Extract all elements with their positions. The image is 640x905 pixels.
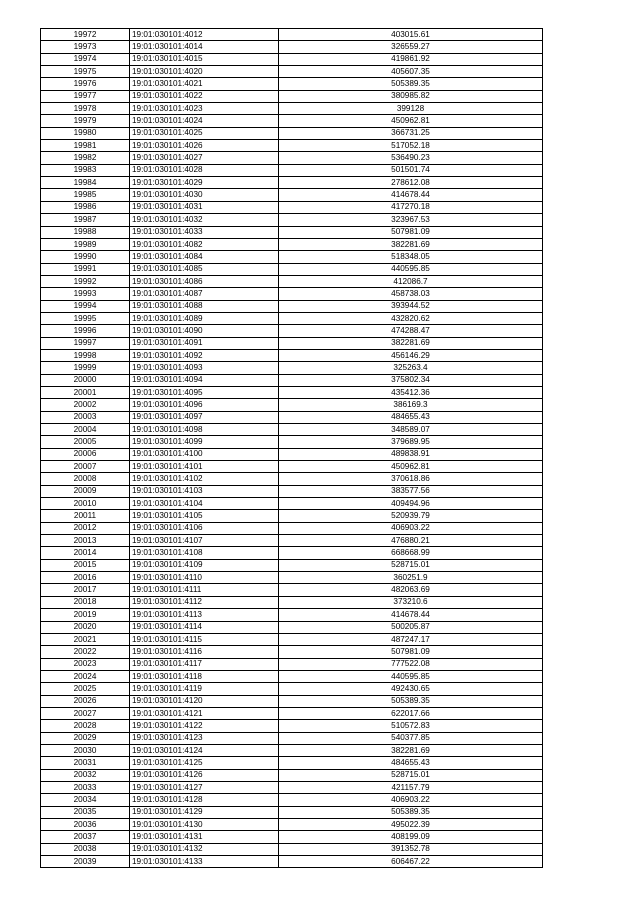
cadastral-number-cell: 19:01:030101:4101 xyxy=(130,461,279,473)
table-body xyxy=(41,29,543,868)
value-cell: 406903.22 xyxy=(279,794,543,806)
value-cell: 403015.61 xyxy=(279,29,543,41)
table-row xyxy=(41,164,543,176)
cadastral-number-cell: 19:01:030101:4114 xyxy=(130,621,279,633)
value-cell: 278612.08 xyxy=(279,177,543,189)
table-row xyxy=(41,189,543,201)
value-cell: 360251.9 xyxy=(279,572,543,584)
cadastral-number-cell: 19:01:030101:4088 xyxy=(130,300,279,312)
row-number-cell: 20005 xyxy=(41,436,130,448)
cadastral-number-cell: 19:01:030101:4025 xyxy=(130,127,279,139)
cadastral-number-cell: 19:01:030101:4032 xyxy=(130,214,279,226)
cadastral-number-cell: 19:01:030101:4087 xyxy=(130,288,279,300)
cadastral-number-cell: 19:01:030101:4125 xyxy=(130,757,279,769)
table-row xyxy=(41,275,543,287)
table-row xyxy=(41,744,543,756)
table-row xyxy=(41,386,543,398)
table-row xyxy=(41,720,543,732)
table-row xyxy=(41,251,543,263)
cadastral-number-cell: 19:01:030101:4105 xyxy=(130,510,279,522)
cadastral-number-cell: 19:01:030101:4091 xyxy=(130,337,279,349)
cadastral-number-cell: 19:01:030101:4033 xyxy=(130,226,279,238)
value-cell: 528715.01 xyxy=(279,559,543,571)
value-cell: 606467.22 xyxy=(279,856,543,868)
table-row xyxy=(41,399,543,411)
cadastral-number-cell: 19:01:030101:4124 xyxy=(130,744,279,756)
table-row xyxy=(41,90,543,102)
row-number-cell: 19992 xyxy=(41,275,130,287)
row-number-cell: 20033 xyxy=(41,781,130,793)
cadastral-number-cell: 19:01:030101:4028 xyxy=(130,164,279,176)
row-number-cell: 20037 xyxy=(41,831,130,843)
value-cell: 393944.52 xyxy=(279,300,543,312)
table-row xyxy=(41,473,543,485)
row-number-cell: 19998 xyxy=(41,349,130,361)
table-row xyxy=(41,621,543,633)
value-cell: 777522.08 xyxy=(279,658,543,670)
row-number-cell: 19997 xyxy=(41,337,130,349)
cadastral-number-cell: 19:01:030101:4104 xyxy=(130,498,279,510)
table-row xyxy=(41,522,543,534)
row-number-cell: 20018 xyxy=(41,596,130,608)
value-cell: 484655.43 xyxy=(279,757,543,769)
cadastral-number-cell: 19:01:030101:4123 xyxy=(130,732,279,744)
row-number-cell: 20038 xyxy=(41,843,130,855)
table-row xyxy=(41,856,543,868)
row-number-cell: 19975 xyxy=(41,66,130,78)
table-row xyxy=(41,177,543,189)
table-row xyxy=(41,769,543,781)
cadastral-number-cell: 19:01:030101:4102 xyxy=(130,473,279,485)
row-number-cell: 20028 xyxy=(41,720,130,732)
cadastral-number-cell: 19:01:030101:4021 xyxy=(130,78,279,90)
cadastral-number-cell: 19:01:030101:4128 xyxy=(130,794,279,806)
row-number-cell: 20026 xyxy=(41,695,130,707)
table-row xyxy=(41,485,543,497)
row-number-cell: 20025 xyxy=(41,683,130,695)
cadastral-number-cell: 19:01:030101:4122 xyxy=(130,720,279,732)
value-cell: 325263.4 xyxy=(279,362,543,374)
row-number-cell: 19989 xyxy=(41,238,130,250)
row-number-cell: 20022 xyxy=(41,646,130,658)
value-cell: 348589.07 xyxy=(279,424,543,436)
cadastral-number-cell: 19:01:030101:4100 xyxy=(130,448,279,460)
cadastral-number-cell: 19:01:030101:4103 xyxy=(130,485,279,497)
value-cell: 370618.86 xyxy=(279,473,543,485)
row-number-cell: 20017 xyxy=(41,584,130,596)
cadastral-number-cell: 19:01:030101:4098 xyxy=(130,424,279,436)
cadastral-number-cell: 19:01:030101:4085 xyxy=(130,263,279,275)
value-cell: 432820.62 xyxy=(279,312,543,324)
row-number-cell: 20035 xyxy=(41,806,130,818)
value-cell: 326559.27 xyxy=(279,41,543,53)
cadastral-number-cell: 19:01:030101:4109 xyxy=(130,559,279,571)
table-row xyxy=(41,226,543,238)
cadastral-number-cell: 19:01:030101:4012 xyxy=(130,29,279,41)
row-number-cell: 19999 xyxy=(41,362,130,374)
value-cell: 622017.66 xyxy=(279,707,543,719)
table-row xyxy=(41,263,543,275)
value-cell: 450962.81 xyxy=(279,461,543,473)
cadastral-number-cell: 19:01:030101:4133 xyxy=(130,856,279,868)
value-cell: 540377.85 xyxy=(279,732,543,744)
cadastral-number-cell: 19:01:030101:4084 xyxy=(130,251,279,263)
cadastral-number-cell: 19:01:030101:4111 xyxy=(130,584,279,596)
cadastral-number-cell: 19:01:030101:4090 xyxy=(130,325,279,337)
table-row xyxy=(41,201,543,213)
table-row xyxy=(41,498,543,510)
table-row xyxy=(41,596,543,608)
row-number-cell: 20039 xyxy=(41,856,130,868)
cadastral-number-cell: 19:01:030101:4113 xyxy=(130,609,279,621)
table-row xyxy=(41,115,543,127)
cadastral-number-cell: 19:01:030101:4094 xyxy=(130,374,279,386)
table-row xyxy=(41,658,543,670)
cadastral-number-cell: 19:01:030101:4118 xyxy=(130,670,279,682)
value-cell: 323967.53 xyxy=(279,214,543,226)
cadastral-number-cell: 19:01:030101:4132 xyxy=(130,843,279,855)
table-row xyxy=(41,349,543,361)
cadastral-number-cell: 19:01:030101:4027 xyxy=(130,152,279,164)
cadastral-number-cell: 19:01:030101:4023 xyxy=(130,103,279,115)
value-cell: 414678.44 xyxy=(279,609,543,621)
cadastral-number-cell: 19:01:030101:4119 xyxy=(130,683,279,695)
value-cell: 382281.69 xyxy=(279,744,543,756)
value-cell: 380985.82 xyxy=(279,90,543,102)
cadastral-number-cell: 19:01:030101:4112 xyxy=(130,596,279,608)
value-cell: 507981.09 xyxy=(279,646,543,658)
row-number-cell: 19978 xyxy=(41,103,130,115)
value-cell: 505389.35 xyxy=(279,695,543,707)
table-row xyxy=(41,140,543,152)
cadastral-number-cell: 19:01:030101:4095 xyxy=(130,386,279,398)
cadastral-number-cell: 19:01:030101:4086 xyxy=(130,275,279,287)
table-row xyxy=(41,337,543,349)
table-row xyxy=(41,411,543,423)
table-row xyxy=(41,78,543,90)
table-row xyxy=(41,559,543,571)
row-number-cell: 19985 xyxy=(41,189,130,201)
value-cell: 379689.95 xyxy=(279,436,543,448)
table-row xyxy=(41,66,543,78)
row-number-cell: 20011 xyxy=(41,510,130,522)
cadastral-number-cell: 19:01:030101:4116 xyxy=(130,646,279,658)
row-number-cell: 19990 xyxy=(41,251,130,263)
table-row xyxy=(41,300,543,312)
row-number-cell: 19980 xyxy=(41,127,130,139)
cadastral-number-cell: 19:01:030101:4099 xyxy=(130,436,279,448)
row-number-cell: 20002 xyxy=(41,399,130,411)
row-number-cell: 19995 xyxy=(41,312,130,324)
row-number-cell: 20015 xyxy=(41,559,130,571)
table-row xyxy=(41,547,543,559)
cadastral-number-cell: 19:01:030101:4020 xyxy=(130,66,279,78)
table-row xyxy=(41,362,543,374)
row-number-cell: 19979 xyxy=(41,115,130,127)
value-cell: 382281.69 xyxy=(279,238,543,250)
row-number-cell: 20010 xyxy=(41,498,130,510)
cadastral-number-cell: 19:01:030101:4127 xyxy=(130,781,279,793)
table-row xyxy=(41,707,543,719)
table-row xyxy=(41,436,543,448)
value-cell: 487247.17 xyxy=(279,633,543,645)
value-cell: 421157.79 xyxy=(279,781,543,793)
value-cell: 518348.05 xyxy=(279,251,543,263)
cadastral-number-cell: 19:01:030101:4126 xyxy=(130,769,279,781)
row-number-cell: 20032 xyxy=(41,769,130,781)
value-cell: 482063.69 xyxy=(279,584,543,596)
cadastral-number-cell: 19:01:030101:4121 xyxy=(130,707,279,719)
row-number-cell: 20030 xyxy=(41,744,130,756)
row-number-cell: 20029 xyxy=(41,732,130,744)
cadastral-number-cell: 19:01:030101:4107 xyxy=(130,535,279,547)
value-cell: 375802.34 xyxy=(279,374,543,386)
table-row xyxy=(41,29,543,41)
value-cell: 458738.03 xyxy=(279,288,543,300)
row-number-cell: 20007 xyxy=(41,461,130,473)
row-number-cell: 20001 xyxy=(41,386,130,398)
row-number-cell: 19986 xyxy=(41,201,130,213)
value-cell: 406903.22 xyxy=(279,522,543,534)
table-row xyxy=(41,448,543,460)
row-number-cell: 20006 xyxy=(41,448,130,460)
cadastral-number-cell: 19:01:030101:4130 xyxy=(130,819,279,831)
value-cell: 435412.36 xyxy=(279,386,543,398)
value-cell: 412086.7 xyxy=(279,275,543,287)
value-cell: 510572.83 xyxy=(279,720,543,732)
value-cell: 386169.3 xyxy=(279,399,543,411)
cadastral-number-cell: 19:01:030101:4106 xyxy=(130,522,279,534)
value-cell: 414678.44 xyxy=(279,189,543,201)
row-number-cell: 19972 xyxy=(41,29,130,41)
table-row xyxy=(41,53,543,65)
row-number-cell: 19974 xyxy=(41,53,130,65)
value-cell: 409494.96 xyxy=(279,498,543,510)
cadastral-number-cell: 19:01:030101:4129 xyxy=(130,806,279,818)
value-cell: 456146.29 xyxy=(279,349,543,361)
table-row xyxy=(41,757,543,769)
row-number-cell: 19993 xyxy=(41,288,130,300)
table-row xyxy=(41,238,543,250)
cadastral-number-cell: 19:01:030101:4096 xyxy=(130,399,279,411)
row-number-cell: 20008 xyxy=(41,473,130,485)
table-row xyxy=(41,374,543,386)
cadastral-number-cell: 19:01:030101:4110 xyxy=(130,572,279,584)
value-cell: 505389.35 xyxy=(279,806,543,818)
cadastral-number-cell: 19:01:030101:4115 xyxy=(130,633,279,645)
table-row xyxy=(41,127,543,139)
row-number-cell: 19973 xyxy=(41,41,130,53)
table-row xyxy=(41,843,543,855)
value-cell: 450962.81 xyxy=(279,115,543,127)
value-cell: 419861.92 xyxy=(279,53,543,65)
cadastral-number-cell: 19:01:030101:4026 xyxy=(130,140,279,152)
row-number-cell: 19984 xyxy=(41,177,130,189)
row-number-cell: 19982 xyxy=(41,152,130,164)
table-row xyxy=(41,312,543,324)
table-row xyxy=(41,683,543,695)
table-row xyxy=(41,831,543,843)
table-row xyxy=(41,41,543,53)
row-number-cell: 20023 xyxy=(41,658,130,670)
table-row xyxy=(41,584,543,596)
value-cell: 440595.85 xyxy=(279,670,543,682)
table-row xyxy=(41,325,543,337)
table-row xyxy=(41,781,543,793)
row-number-cell: 19981 xyxy=(41,140,130,152)
row-number-cell: 20014 xyxy=(41,547,130,559)
row-number-cell: 20031 xyxy=(41,757,130,769)
cadastral-number-cell: 19:01:030101:4089 xyxy=(130,312,279,324)
row-number-cell: 20012 xyxy=(41,522,130,534)
row-number-cell: 19976 xyxy=(41,78,130,90)
value-cell: 476880.21 xyxy=(279,535,543,547)
value-cell: 440595.85 xyxy=(279,263,543,275)
cadastral-number-cell: 19:01:030101:4031 xyxy=(130,201,279,213)
table-row xyxy=(41,609,543,621)
cadastral-number-cell: 19:01:030101:4024 xyxy=(130,115,279,127)
value-cell: 505389.35 xyxy=(279,78,543,90)
value-cell: 528715.01 xyxy=(279,769,543,781)
value-cell: 501501.74 xyxy=(279,164,543,176)
value-cell: 383577.56 xyxy=(279,485,543,497)
row-number-cell: 19994 xyxy=(41,300,130,312)
cadastral-number-cell: 19:01:030101:4092 xyxy=(130,349,279,361)
cadastral-number-cell: 19:01:030101:4108 xyxy=(130,547,279,559)
row-number-cell: 20036 xyxy=(41,819,130,831)
value-cell: 408199.09 xyxy=(279,831,543,843)
row-number-cell: 19983 xyxy=(41,164,130,176)
table-row xyxy=(41,152,543,164)
cadastral-number-cell: 19:01:030101:4015 xyxy=(130,53,279,65)
value-cell: 495022.39 xyxy=(279,819,543,831)
table-row xyxy=(41,424,543,436)
cadastral-number-cell: 19:01:030101:4117 xyxy=(130,658,279,670)
table-row xyxy=(41,819,543,831)
cadastral-number-cell: 19:01:030101:4093 xyxy=(130,362,279,374)
cadastral-number-cell: 19:01:030101:4082 xyxy=(130,238,279,250)
table-row xyxy=(41,214,543,226)
value-cell: 405607.35 xyxy=(279,66,543,78)
table-row xyxy=(41,670,543,682)
cadastral-number-cell: 19:01:030101:4029 xyxy=(130,177,279,189)
value-cell: 391352.78 xyxy=(279,843,543,855)
table-row xyxy=(41,806,543,818)
table-row xyxy=(41,461,543,473)
value-cell: 492430.65 xyxy=(279,683,543,695)
table-row xyxy=(41,794,543,806)
cadastral-number-cell: 19:01:030101:4120 xyxy=(130,695,279,707)
table-row xyxy=(41,633,543,645)
row-number-cell: 20000 xyxy=(41,374,130,386)
value-cell: 507981.09 xyxy=(279,226,543,238)
table-row xyxy=(41,535,543,547)
table-row xyxy=(41,288,543,300)
cadastral-number-cell: 19:01:030101:4030 xyxy=(130,189,279,201)
data-table xyxy=(40,28,543,868)
row-number-cell: 20013 xyxy=(41,535,130,547)
row-number-cell: 19988 xyxy=(41,226,130,238)
table-row xyxy=(41,572,543,584)
cadastral-number-cell: 19:01:030101:4014 xyxy=(130,41,279,53)
row-number-cell: 20019 xyxy=(41,609,130,621)
row-number-cell: 19991 xyxy=(41,263,130,275)
row-number-cell: 20034 xyxy=(41,794,130,806)
row-number-cell: 20016 xyxy=(41,572,130,584)
table-row xyxy=(41,695,543,707)
table-row xyxy=(41,103,543,115)
row-number-cell: 20021 xyxy=(41,633,130,645)
cadastral-number-cell: 19:01:030101:4097 xyxy=(130,411,279,423)
value-cell: 474288.47 xyxy=(279,325,543,337)
cadastral-number-cell: 19:01:030101:4131 xyxy=(130,831,279,843)
row-number-cell: 19987 xyxy=(41,214,130,226)
value-cell: 520939.79 xyxy=(279,510,543,522)
value-cell: 399128 xyxy=(279,103,543,115)
value-cell: 417270.18 xyxy=(279,201,543,213)
row-number-cell: 20020 xyxy=(41,621,130,633)
row-number-cell: 20024 xyxy=(41,670,130,682)
value-cell: 489838.91 xyxy=(279,448,543,460)
table-row xyxy=(41,510,543,522)
row-number-cell: 19996 xyxy=(41,325,130,337)
value-cell: 517052.18 xyxy=(279,140,543,152)
table-row xyxy=(41,732,543,744)
row-number-cell: 19977 xyxy=(41,90,130,102)
value-cell: 500205.87 xyxy=(279,621,543,633)
value-cell: 366731.25 xyxy=(279,127,543,139)
value-cell: 536490.23 xyxy=(279,152,543,164)
cadastral-number-cell: 19:01:030101:4022 xyxy=(130,90,279,102)
row-number-cell: 20027 xyxy=(41,707,130,719)
value-cell: 373210.6 xyxy=(279,596,543,608)
row-number-cell: 20004 xyxy=(41,424,130,436)
value-cell: 382281.69 xyxy=(279,337,543,349)
table-row xyxy=(41,646,543,658)
row-number-cell: 20009 xyxy=(41,485,130,497)
value-cell: 668668.99 xyxy=(279,547,543,559)
value-cell: 484655.43 xyxy=(279,411,543,423)
row-number-cell: 20003 xyxy=(41,411,130,423)
